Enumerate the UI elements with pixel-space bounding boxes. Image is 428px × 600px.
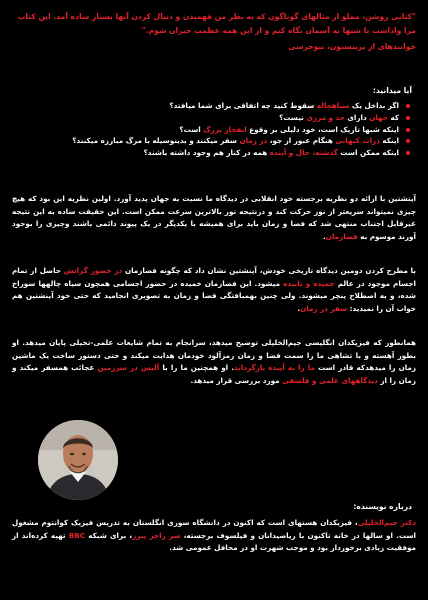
item-text: همه در کنار هم وجود داشته باشند؟ [143, 148, 270, 158]
item-text: سقوط کنید چه اتفاقی برای شما میافتد؟ [169, 101, 317, 110]
author-photo [38, 420, 118, 500]
bio-text: تهیه کرده‌اند از موفقیت زیادی برخوردار بود و موجب شهرت او در محافل عمومی شد. [12, 530, 416, 553]
did-you-know-heading: آیا میدانید: [372, 86, 412, 95]
item-highlight: جهان [369, 112, 388, 122]
bio-highlight: BBC [68, 530, 86, 540]
paragraph-highlight: سفر در زمان [300, 303, 348, 313]
quote-source: خوانندهای از پرینستون، نیوجرسی [288, 42, 416, 51]
item-highlight: انفجار بزرگ [203, 124, 247, 134]
item-text: سفر میکنند و بدینوسیله با مرگ مبارزه میکنند؟ [72, 136, 240, 146]
item-text: که [387, 112, 399, 122]
paragraph-text: . او همچنین ما را با [159, 363, 234, 373]
quote-text: "کتابی روشن، مملو از مثالهای گوناگون که به نظر من فهمیدن و دنبال کردن آنها بسیار ساده آمد. این کتاب مرا واداشت تا شبها به آسمان نگاه کنم و از این همه عظمت حیران شوم." [17, 12, 416, 35]
bio-text: ، برای شبکه [85, 530, 133, 540]
paragraph-highlight: فضازمان [325, 231, 358, 241]
item-text: اینکه ممکن است [337, 148, 399, 158]
paragraph-highlight: آلیس در سرزمین [97, 363, 160, 373]
item-text: نیست؟ [279, 112, 307, 122]
paragraph-text: همانطور که فیزیکدان انگلیسی جیم‌الخلیلی توضیح میدهد، سرانجام به تمام شایعات علمی-تخیلی پایان میدهد. او بطور آهسته و با تشاهی ما را سمت فضا و زمان رمزآلود خودمان هدایت میکند و حتی دستور ساخت یک ماشین زمان را میدهدکه قادر است [12, 338, 416, 373]
item-highlight: در زمان [239, 136, 268, 146]
paragraph-highlight: دیدگاههای علمی و فلسفی [282, 375, 378, 385]
item-text: دارای [344, 112, 370, 122]
item-text: هنگام عبور از جو، [267, 136, 336, 146]
question-list [16, 100, 412, 159]
paragraph-relativity: آینشتین با ارائه دو نظریه برجسته خود انقلابی در دیدگاه ما نسبت به جهان پدید آورد. اولین نظریه این بود که هیچ چیزی نمیتواند سریعتر از نور حرکت کند و درنتیجه نور بالاترین سرعت ممکن است. این حقیقت ساده به این نتیجه غیرقابل اجتناب منتهی شد که فضا و زمان باید برای همیشه با یکدیگر در یک پیوند دائمی باشند وچیزی را بوجود آورند موسوم به فضازمان. [12, 194, 416, 241]
list-item [16, 147, 412, 159]
reader-quote [10, 10, 416, 54]
paragraph-highlight: خمیده و تابیده [283, 278, 335, 288]
about-author-heading: درباره نویسنده: [353, 502, 412, 511]
author-portrait-icon [38, 420, 118, 500]
item-text: اگر بداخل یک [349, 101, 399, 110]
list-item [16, 135, 412, 147]
bio-text: ، فیزیکدان هستهای است که اکنون در دانشگاه سوری انگلستان به تدریس فیزیک کوانتوم مشغول است. او سالها در خانه تاکنون با ریاضیدانان و فیلسوف برجسته، [12, 518, 416, 540]
item-highlight: سیاهچاله [316, 101, 350, 110]
paragraph-text: مورد بررسی قرار میدهد. [190, 375, 283, 385]
paragraph-highlight: در حضور گرانش [63, 266, 123, 275]
paragraph-text: عجائب همسفر میکند و زمان را از [12, 363, 416, 385]
paragraph-text: با مطرح کردن دومین دیدگاه تاریخی خودش، آینشتین نشان داد که چگونه فضازمان [122, 266, 416, 275]
bio-highlight: سر راجر پنرز [132, 530, 181, 540]
paragraph-highlight: ما را به آینده بازگرداند [233, 363, 315, 373]
paragraph-gravity: با مطرح کردن دومین دیدگاه تاریخی خودش، آینشتین نشان داد که چگونه فضازمان در حضور گرانش حاصل از تمام اجسام موجود در عالم خمیده و تابیده میشود. این فضازمان خمیده در حضور اجسامی همچون سیاه چالهها سوراخ شده، و به اصطلاح پنچر میشوند. ولی چنین بهمبافتگی فضا و زمان به تصویری انجامید که حتی خود آینشتین هم خواب آن را نمیدید: سفر در زمان. [12, 266, 416, 313]
item-text: اینکه شبها تاریک است، خود دلیلی بر وقوع [246, 124, 399, 134]
author-bio [12, 517, 416, 555]
list-item [16, 112, 412, 124]
paragraph-text: حاصل از تمام اجسام موجود در عالم [12, 266, 416, 288]
item-text: است؟ [179, 124, 204, 134]
paragraph-time-travel [12, 337, 416, 387]
item-highlight: گذشته، حال و آینده [269, 148, 338, 158]
item-highlight: ذرات کیهانی [335, 136, 380, 146]
item-highlight: حد و مرزی [306, 112, 345, 122]
item-text: اینکه [379, 136, 399, 146]
list-item [16, 100, 412, 112]
paragraph-text: آینشتین با ارائه دو نظریه برجسته خود انقلابی در دیدگاه ما نسبت به جهان پدید آورد. اولین نظریه این بود که هیچ چیزی نمیتواند سریعتر از نور حرکت کند و درنتیجه نور بالاترین سرعت ممکن است. این حقیقت ساده به این نتیجه غیرقابل اجتناب منتهی شد که فضا و زمان باید برای همیشه با یکدیگر در یک پیوند دائمی باشند وچیزی را بوجود آورند موسوم به [12, 194, 416, 241]
author-name: دکتر جیم‌الخلیلی [357, 518, 416, 527]
paragraph-text: میشود. این فضازمان خمیده در حضور اجسامی همچون سیاه چالهها سوراخ شده، و به اصطلاح پنچر میشوند. ولی چنین بهمبافتگی فضا و زمان به تصویری انجامید که حتی خود آینشتین هم خواب آن را نمیدید: [12, 278, 416, 313]
list-item [16, 124, 412, 136]
